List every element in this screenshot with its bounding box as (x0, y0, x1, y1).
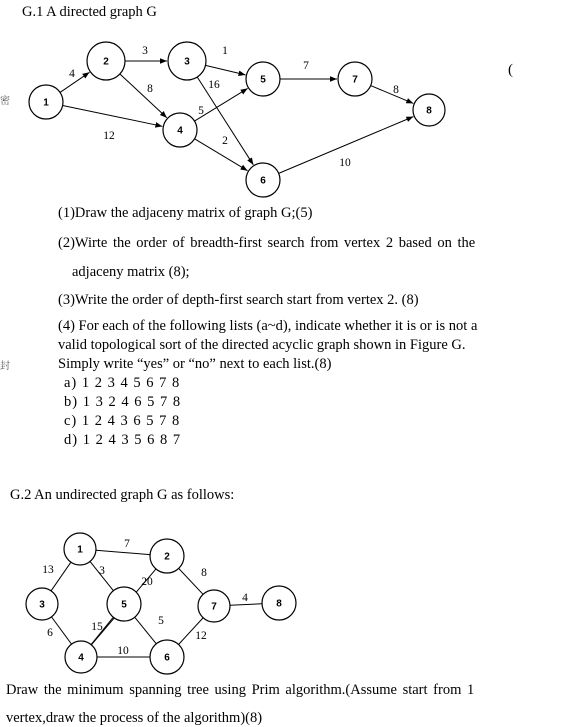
g1-edge-weight-3-5: 1 (222, 45, 228, 57)
margin-paren: ( (508, 62, 513, 78)
g1-edge-2-4 (120, 74, 167, 118)
g1-option-c: c) 1 2 4 3 6 5 7 8 (64, 413, 181, 429)
g1-question-4-line1: (4) For each of the following lists (a~d), indicate whether it is or is not a (58, 318, 478, 334)
g1-option-d: d) 1 2 4 3 5 6 8 7 (64, 432, 182, 448)
g1-node-label-7: 7 (352, 74, 358, 86)
g2-node-label-6: 6 (164, 652, 170, 664)
g2-node-label-2: 2 (164, 551, 170, 563)
g1-option-b: b) 1 3 2 4 6 5 7 8 (64, 394, 182, 410)
g2-undirected-graph (0, 520, 586, 680)
g2-edge-weight-2-7: 8 (201, 567, 207, 579)
g1-edge-weight-2-4: 8 (147, 83, 153, 95)
g2-edge-2-7 (179, 568, 203, 594)
g1-node-label-3: 3 (184, 56, 190, 68)
margin-mark-seal: 密 (0, 96, 10, 107)
g2-question-line1: Draw the minimum spanning tree using Prim algorithm.(Assume start from 1 (6, 682, 475, 698)
g1-edge-1-4 (63, 105, 163, 126)
g1-edge-weight-3-6: 16 (208, 79, 220, 91)
g2-node-label-7: 7 (211, 601, 217, 613)
g1-edge-weight-4-5: 5 (198, 105, 204, 117)
g1-option-a: a) 1 2 3 4 5 6 7 8 (64, 375, 181, 391)
g1-question-1: (1)Draw the adjaceny matrix of graph G;(5) (58, 205, 313, 221)
g1-edge-weight-1-4: 12 (103, 130, 115, 142)
g2-question-line2: vertex,draw the process of the algorithm)(8) (6, 710, 263, 726)
g1-question-3: (3)Write the order of depth-first search start from vertex 2. (8) (58, 292, 419, 308)
g1-title: G.1 A directed graph G (22, 4, 157, 20)
g2-edge-weight-1-5: 3 (99, 565, 105, 577)
g1-node-label-8: 8 (426, 105, 432, 117)
g1-node-label-4: 4 (177, 125, 183, 137)
margin-mark-seal-2: 封 (0, 361, 10, 372)
g1-node-label-5: 5 (260, 74, 266, 86)
g1-edge-weight-2-3: 3 (142, 45, 148, 57)
g1-question-4-line2: valid topological sort of the directed acyclic graph shown in Figure G. (58, 337, 466, 353)
g1-node-label-2: 2 (103, 56, 109, 68)
g2-edge-weight-3-4: 6 (47, 627, 53, 639)
g2-node-label-8: 8 (276, 598, 282, 610)
g2-edge-weight-2-4: 20 (141, 576, 153, 588)
g1-edge-weight-6-8: 10 (339, 157, 351, 169)
g1-edge-7-8 (371, 86, 414, 104)
g2-edge-1-3 (51, 562, 71, 591)
g1-question-2-line1: (2)Wirte the order of breadth-first search from vertex 2 based on the (58, 235, 476, 251)
g2-edge-weight-1-3: 13 (42, 564, 54, 576)
g2-edge-3-4 (51, 617, 71, 644)
g2-node-label-1: 1 (77, 544, 83, 556)
g1-edge-weight-5-7: 7 (303, 60, 309, 72)
g1-question-2-line2: adjaceny matrix (8); (72, 264, 190, 280)
g2-edge-weight-4-6: 10 (117, 645, 129, 657)
g2-edge-weight-1-2: 7 (124, 538, 130, 550)
g2-node-label-4: 4 (78, 652, 84, 664)
g1-edge-3-5 (205, 65, 245, 74)
g2-edge-1-2 (96, 550, 150, 554)
g2-edge-weight-6-7: 12 (195, 630, 207, 642)
g1-directed-graph (0, 0, 586, 200)
g1-node-label-1: 1 (43, 97, 49, 109)
g2-edge-weight-7-8: 4 (242, 592, 248, 604)
g1-edge-weight-1-2: 4 (69, 68, 75, 80)
g2-edge-7-8 (230, 604, 262, 605)
g2-edge-5-6 (135, 617, 157, 644)
g2-edge-weight-5-6: 5 (158, 615, 164, 627)
g2-edge-weight-5-4: 15 (91, 621, 103, 633)
g1-question-4-line3: Simply write “yes” or “no” next to each list.(8) (58, 356, 332, 372)
g1-node-label-6: 6 (260, 175, 266, 187)
g2-title: G.2 An undirected graph G as follows: (10, 487, 235, 503)
g1-edge-weight-7-8: 8 (393, 84, 399, 96)
g2-node-label-3: 3 (39, 599, 45, 611)
g1-edge-weight-4-6: 2 (222, 135, 228, 147)
g2-node-label-5: 5 (121, 599, 127, 611)
